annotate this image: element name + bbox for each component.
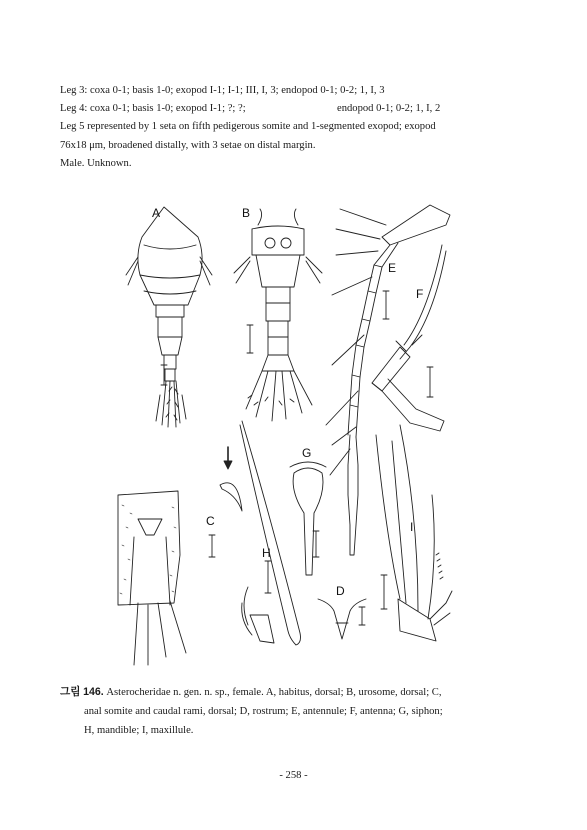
figure-caption	[60, 683, 538, 740]
panel-label-i: I	[410, 520, 414, 534]
leg4-formula	[60, 100, 540, 118]
copepod-figure-plate	[100, 195, 472, 671]
panel-f-scale-bar	[427, 367, 433, 397]
leg3-formula: Leg 3: coxa 0-1; basis 1-0; exopod I-1; I-1; III, I, 3; endopod 0-1; 0-2; 1, I, 3	[60, 85, 385, 96]
caption-line-2: anal somite and caudal rami, dorsal; D, rostrum; E, antennule; F, antenna; G, siphon;	[84, 706, 443, 717]
panel-d-scale-bar	[359, 607, 365, 625]
panel-label-d: D	[336, 584, 345, 598]
panel-label-f: F	[416, 287, 424, 301]
panel-i-scale-bar	[381, 575, 387, 609]
panel-label-h: H	[262, 546, 271, 560]
panel-f-antenna-drawing	[372, 245, 446, 431]
caption-line-1: Asterocheridae n. gen. n. sp., female. A, habitus, dorsal; B, urosome, dorsal; C,	[106, 687, 442, 698]
species-description	[60, 82, 540, 173]
leg4-exopod: Leg 4: coxa 0-1; basis 1-0; exopod I-1; ?; ?;	[60, 103, 246, 115]
panel-g-scale-bar	[313, 531, 319, 557]
panel-c-anal-somite-drawing	[118, 491, 186, 665]
panel-g-siphon-drawing	[290, 462, 326, 575]
leg4-endopod: endopod 0-1; 0-2; 1, I, 2	[337, 103, 441, 115]
leg5-description-2: 76x18 μm, broadened distally, with 3 setae on distal margin.	[60, 139, 316, 151]
panel-label-b: B	[242, 206, 251, 220]
panel-b-scale-bar	[247, 325, 253, 353]
panel-h-scale-bar	[265, 561, 271, 593]
leg5-description-1: Leg 5 represented by 1 seta on fifth pedigerous somite and 1-segmented exopod; exopod	[60, 121, 436, 133]
panel-a-habitus-drawing	[126, 207, 212, 427]
panel-e-antennule-drawing	[326, 205, 450, 555]
male-note: Male. Unknown.	[60, 157, 132, 169]
panel-b-urosome-drawing	[234, 209, 322, 421]
mandible-tip-detail-drawing	[220, 483, 242, 511]
panel-h-mandible-drawing	[240, 421, 301, 645]
panel-e-scale-bar	[383, 291, 389, 319]
panel-label-e: E	[388, 261, 397, 275]
panel-i-maxillule-drawing	[376, 425, 452, 641]
down-arrow-icon	[224, 447, 232, 469]
panel-label-c: C	[206, 514, 215, 528]
caption-line-3: H, mandible; I, maxillule.	[84, 725, 194, 736]
caption-number: 146.	[83, 686, 104, 698]
panel-label-a: A	[152, 206, 161, 220]
page-number: - 258 -	[279, 770, 308, 781]
panel-d-rostrum-drawing	[318, 599, 366, 639]
panel-label-g: G	[302, 446, 312, 460]
caption-tag: 그림	[60, 686, 81, 698]
panel-c-scale-bar	[209, 535, 215, 557]
figure-drawings	[100, 195, 472, 671]
